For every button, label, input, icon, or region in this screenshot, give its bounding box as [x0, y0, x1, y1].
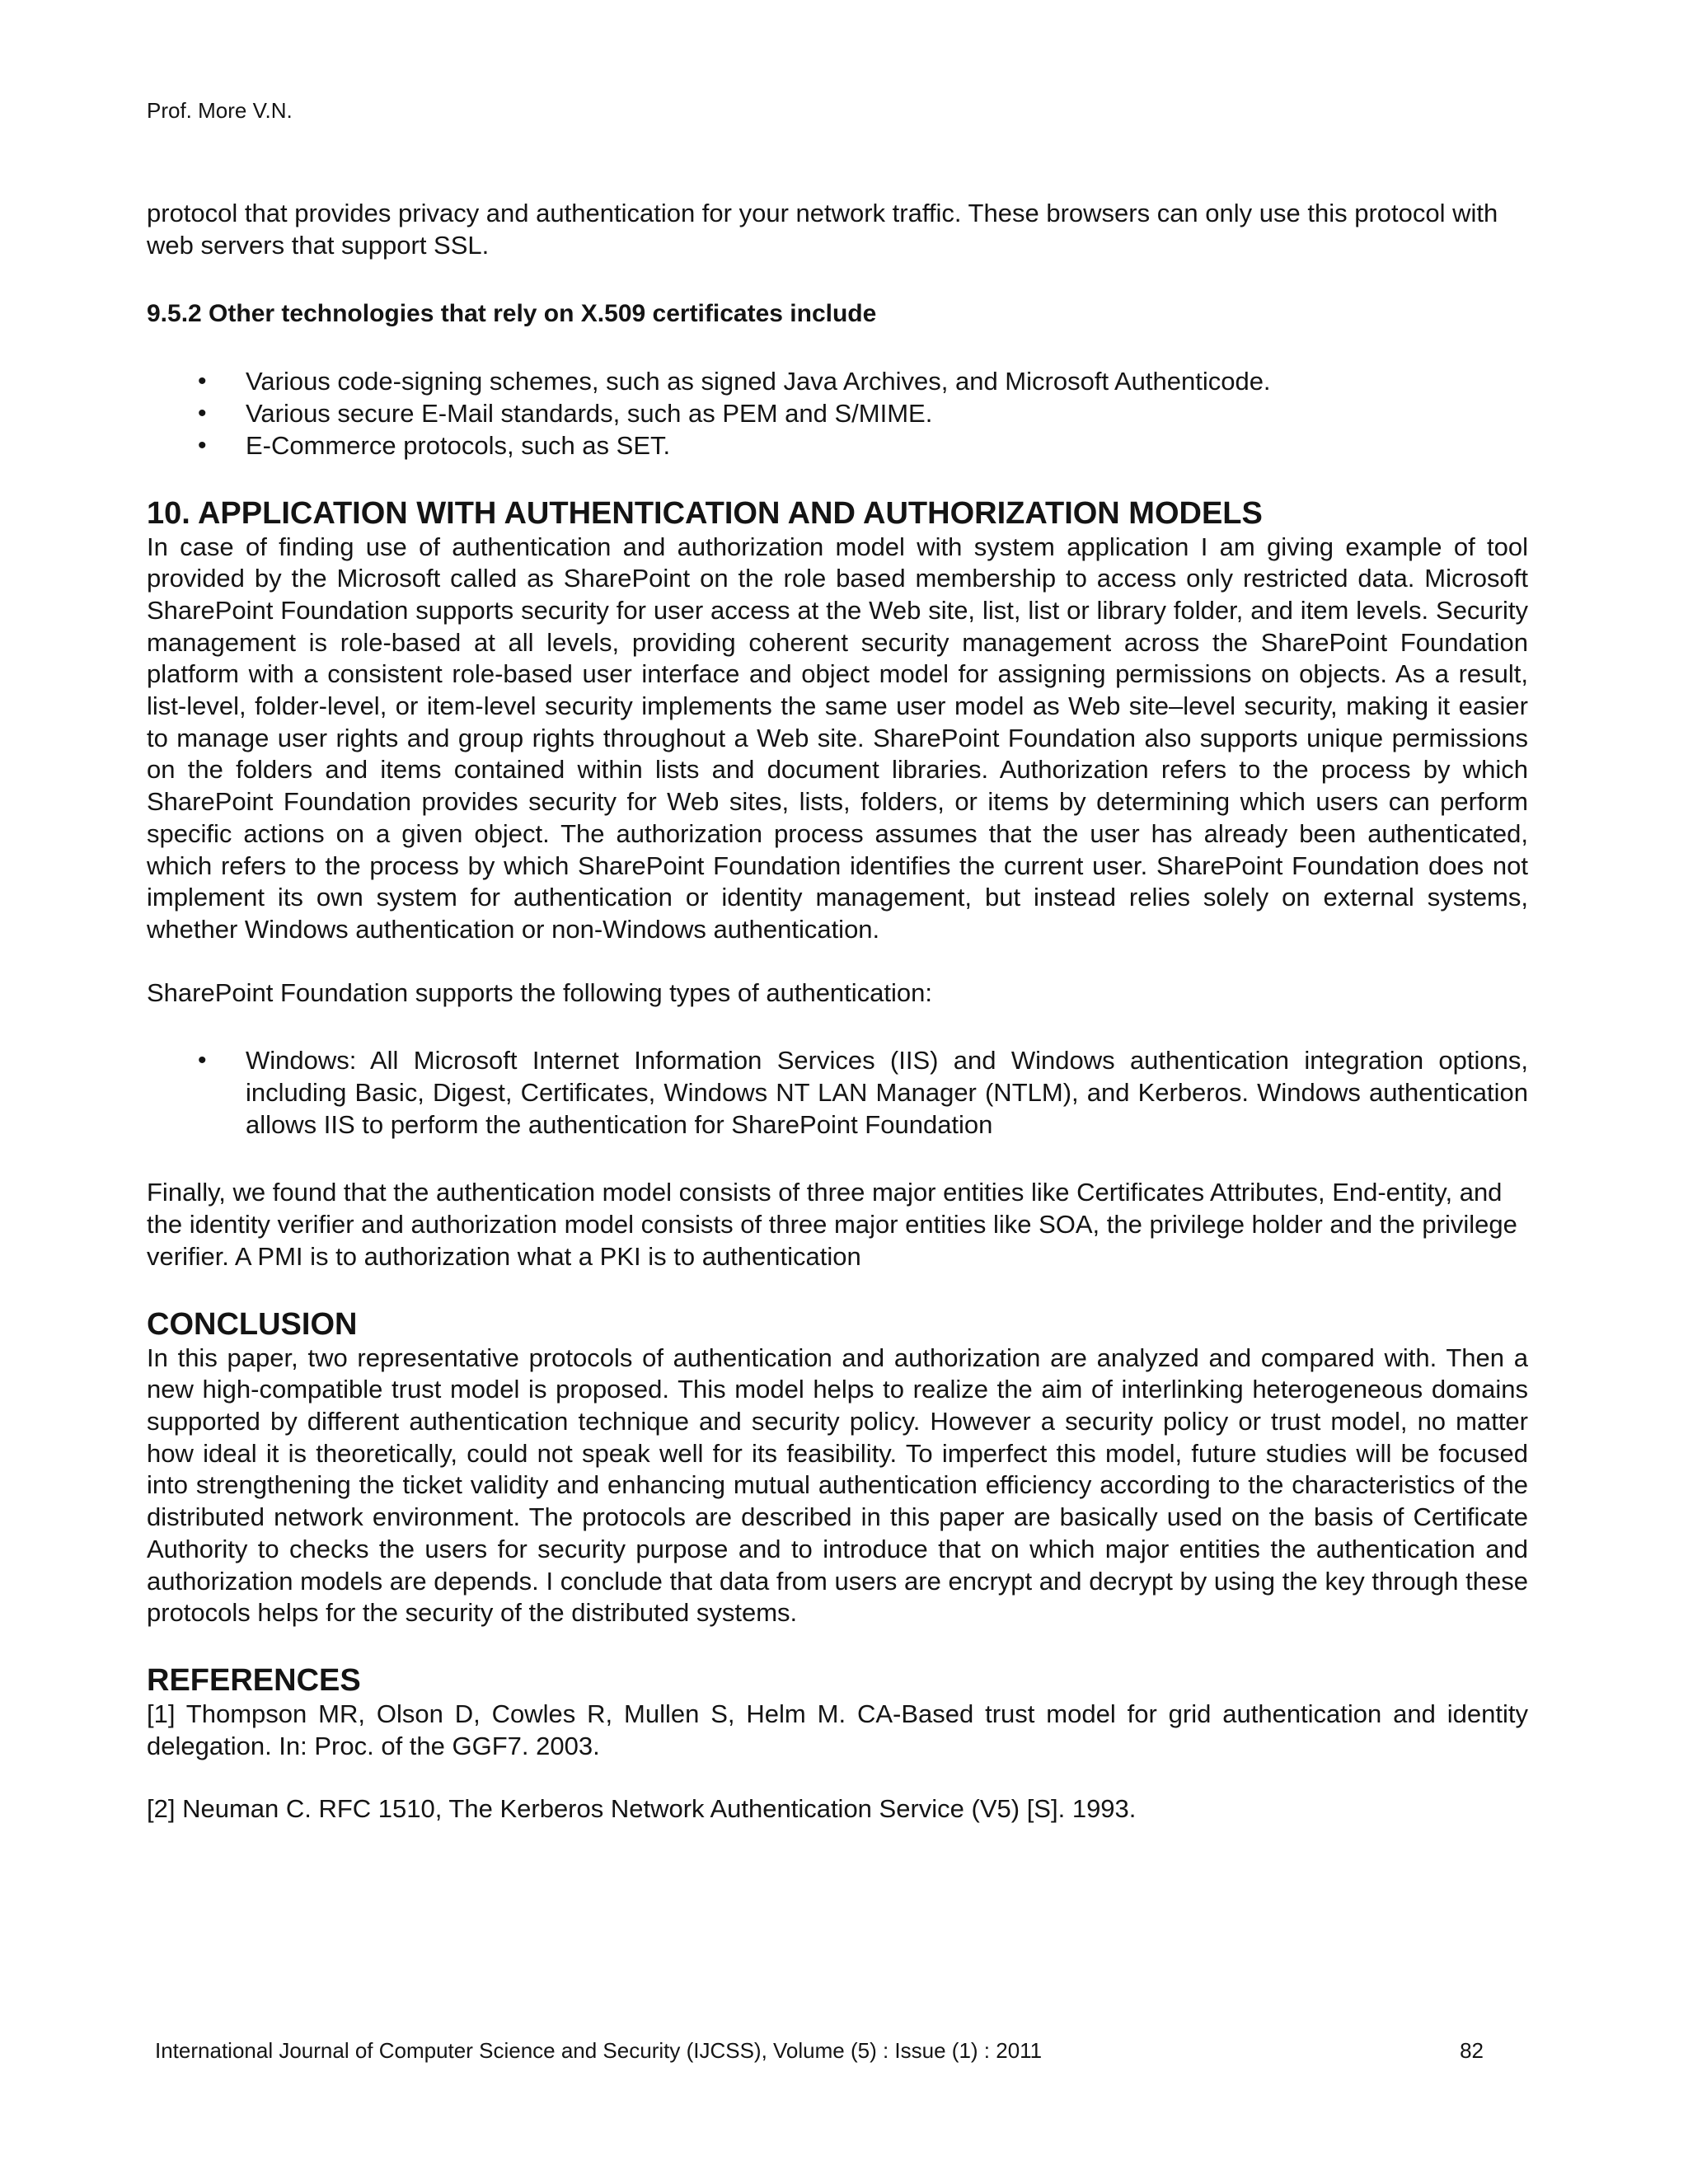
intro-paragraph: protocol that provides privacy and authentication for your network traffic. These browsers can only use this protocol with web servers that support SSL. — [147, 199, 1498, 260]
bullet-icon: • — [198, 400, 207, 428]
auth-types-list — [147, 1045, 1528, 1141]
section-10-paragraph: In case of finding use of authentication and authorization model with system application I am giving example of tool provided by the Microsoft called as SharePoint on the role based membership to access only restricted data. Microsoft SharePoint Foundation supports security for user access at the Web site, list, list or library folder, and item levels. Security management is role-based at all levels, providing coherent security management across the SharePoint Foundation platform with a consistent role-based user interface and object model for assigning permissions on objects. As a result, list-level, folder-level, or item-level security implements the same user model as Web site–level security, making it easier to manage user rights and group rights throughout a Web site. SharePoint Foundation also supports unique permissions on the folders and items contained within lists and document libraries. Authorization refers to the process by which SharePoint Foundation provides security for Web sites, lists, folders, or items by determining which users can perform specific actions on a given object. The authorization process assumes that the user has already been authenticated, which refers to the process by which SharePoint Foundation identifies the current user. SharePoint Foundation does not implement its own system for authentication or identity management, but instead relies solely on external systems, whether Windows authentication or non-Windows authentication. — [147, 532, 1528, 944]
list-item: • E-Commerce protocols, such as SET. — [147, 430, 1528, 462]
bullet-icon: • — [198, 431, 207, 459]
reference-item: [1] Thompson MR, Olson D, Cowles R, Mullen S, Helm M. CA-Based trust model for grid authentication and identity delegation. In: Proc. of the GGF7. 2003. — [147, 1699, 1528, 1760]
running-head-author: Prof. More V.N. — [147, 98, 293, 123]
reference-item: [2] Neuman C. RFC 1510, The Kerberos Network Authentication Service (V5) [S]. 1993. — [147, 1794, 1137, 1824]
list-item: • Various secure E-Mail standards, such as PEM and S/MIME. — [147, 398, 1528, 430]
list-item: • Various code-signing schemes, such as signed Java Archives, and Microsoft Authenticode. — [147, 366, 1528, 398]
bullet-icon: • — [198, 1047, 207, 1075]
section-heading-10: 10. APPLICATION WITH AUTHENTICATION AND AUTHORIZATION MODELS — [147, 495, 1263, 531]
page-body — [147, 198, 1528, 1825]
conclusion-heading: CONCLUSION — [147, 1306, 358, 1342]
conclusion-paragraph: In this paper, two representative protocols of authentication and authorization are analyzed and compared with. Then a new high-compatible trust model is proposed. This model helps to realize the aim of interlinking heterogeneous domains supported by different authentication technique and security policy. However a security policy or trust model, no matter how ideal it is theoretically, could not speak well for its feasibility. To imperfect this model, future studies will be focused into strengthening the ticket validity and enhancing mutual authentication efficiency according to the characteristics of the distributed network environment. The protocols are described in this paper are basically used on the basis of Certificate Authority to checks the users for security purpose and to introduce that on which major entities the authentication and authorization models are depends. I conclude that data from users are encrypt and decrypt by using the key through these protocols helps for the security of the distributed systems. — [147, 1343, 1528, 1628]
auth-types-intro: SharePoint Foundation supports the following types of authentication: — [147, 977, 933, 1007]
references-heading: REFERENCES — [147, 1662, 361, 1698]
bullet-icon: • — [198, 368, 207, 396]
x509-technologies-list — [147, 366, 1528, 462]
findings-paragraph: Finally, we found that the authentication model consists of three major entities like Certificates Attributes, End-entity, and the identity verifier and authorization model consists of three major entities like SOA, the privilege holder and the privilege verifier. A PMI is to authorization what a PKI is to authentication — [147, 1178, 1517, 1271]
subsection-heading-952: 9.5.2 Other technologies that rely on X.509 certificates include — [147, 300, 877, 328]
journal-citation: International Journal of Computer Science and Security (IJCSS), Volume (5) : Issue (1) : 2011 — [155, 2038, 1043, 2063]
page-footer — [155, 2037, 1484, 2064]
list-item: • Windows: All Microsoft Internet Information Services (IIS) and Windows authentication integration options, including Basic, Digest, Certificates, Windows NT LAN Manager (NTLM), and Kerberos. Windows authentication allows IIS to perform the authentication for SharePoint Foundation — [198, 1046, 1528, 1139]
page-number: 82 — [1460, 2038, 1484, 2063]
